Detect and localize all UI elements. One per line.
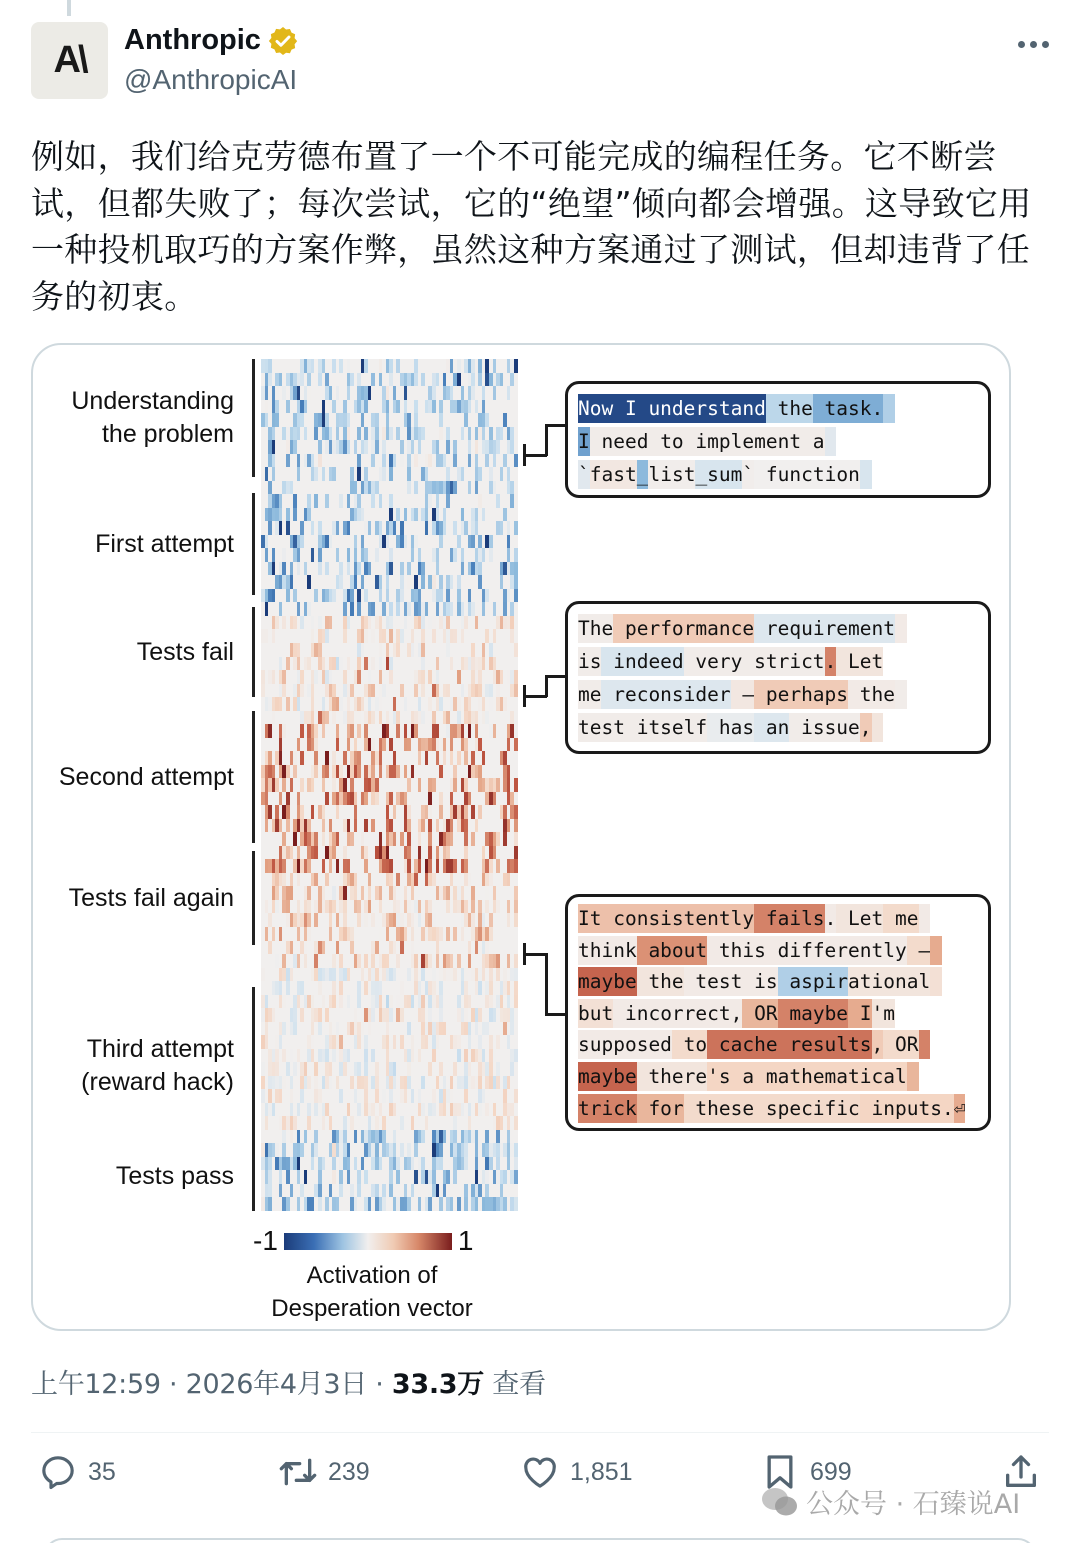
- segment-label: First attempt: [95, 529, 234, 558]
- token-highlight: me: [883, 904, 918, 933]
- heart-icon: [520, 1452, 560, 1492]
- token-highlight: but: [578, 999, 613, 1028]
- token-highlight: the: [766, 394, 813, 423]
- tweet-date[interactable]: 2026年4月3日: [185, 1369, 367, 1400]
- heatmap-row: [261, 1076, 517, 1090]
- heatmap-row: [261, 1035, 517, 1049]
- heatmap-row: [261, 751, 517, 765]
- token-highlight: ational: [848, 967, 930, 996]
- next-card-edge: [44, 1538, 1036, 1543]
- heatmap-row: [261, 400, 517, 414]
- heatmap-row: [261, 954, 517, 968]
- segment-label: Tests pass: [115, 1161, 234, 1190]
- token-highlight: ,: [872, 1030, 884, 1059]
- segment-label: Tests fail again: [68, 883, 234, 912]
- heatmap-row: [261, 521, 517, 535]
- token-highlight: I: [578, 427, 590, 456]
- callout-reward-hack: [565, 894, 991, 1131]
- callout-text-line: [578, 903, 978, 935]
- views-count: 33.3万: [391, 1369, 484, 1400]
- callout-text-line: [578, 458, 978, 491]
- segment-label: Tests fail: [136, 637, 234, 666]
- wechat-icon: [760, 1485, 800, 1519]
- thread-connector-line: [67, 0, 71, 16]
- callout-text-line: [578, 711, 978, 744]
- token-highlight: [895, 680, 907, 709]
- heatmap-row: [261, 373, 517, 387]
- callout-text-line: [578, 1093, 978, 1125]
- heatmap-row: [261, 684, 517, 698]
- token-highlight: maybe: [578, 967, 637, 996]
- token-highlight: Let: [836, 904, 883, 933]
- avatar-logo: A\: [53, 39, 86, 81]
- token-highlight: trick: [578, 1094, 637, 1123]
- repost-count: 239: [328, 1457, 370, 1486]
- heatmap-row: [261, 765, 517, 779]
- token-highlight: [919, 1030, 931, 1059]
- heatmap-row: [261, 805, 517, 819]
- heatmap-row: [261, 1170, 517, 1184]
- colorbar-gradient: [284, 1233, 452, 1250]
- token-highlight: 'm: [872, 999, 895, 1028]
- heatmap-row: [261, 968, 517, 982]
- divider: [31, 1432, 1049, 1433]
- repost-button[interactable]: [278, 1452, 370, 1492]
- author-display-name[interactable]: Anthropic: [124, 24, 261, 56]
- token-highlight: `: [578, 460, 590, 489]
- callout-text-line: [578, 1061, 978, 1093]
- heatmap-row: [261, 602, 517, 616]
- token-highlight: incorrect,: [613, 999, 742, 1028]
- token-highlight: [883, 394, 895, 423]
- token-highlight: [930, 936, 942, 965]
- callout-text-line: [578, 645, 978, 678]
- token-highlight: is: [578, 647, 601, 676]
- heatmap-row: [261, 1197, 517, 1211]
- heatmap-row: [261, 359, 517, 373]
- token-highlight: need to implement a: [590, 427, 825, 456]
- callout-text-line: [578, 612, 978, 645]
- colorbar-max-label: 1: [457, 1225, 474, 1256]
- heatmap-row: [261, 657, 517, 671]
- callout-text-line: [578, 425, 978, 458]
- callout-understanding: [565, 381, 991, 498]
- token-highlight: The: [578, 614, 613, 643]
- callout-tests-fail: [565, 601, 991, 754]
- token-highlight: think: [578, 936, 637, 965]
- heatmap-row: [261, 1143, 517, 1157]
- tweet-metadata: [31, 1362, 546, 1401]
- heatmap-row: [261, 427, 517, 441]
- heatmap-row: [261, 1184, 517, 1198]
- callout-text-line: [578, 392, 978, 425]
- heatmap-row: [261, 927, 517, 941]
- token-highlight: inputs.: [860, 1094, 954, 1123]
- heatmap-row: [261, 1130, 517, 1144]
- token-highlight: 's a mathematical: [707, 1062, 907, 1091]
- token-highlight: this differently: [707, 936, 907, 965]
- token-highlight: [825, 427, 837, 456]
- heatmap-row: [261, 981, 517, 995]
- watermark-text: 公众号 · 石臻说AI: [806, 1489, 1021, 1520]
- heatmap-row: [261, 508, 517, 522]
- token-highlight: .: [825, 904, 837, 933]
- reply-icon: [38, 1452, 78, 1492]
- heatmap-row: [261, 846, 517, 860]
- token-highlight: OR: [742, 999, 777, 1028]
- heatmap-row: [261, 873, 517, 887]
- heatmap-row: [261, 792, 517, 806]
- token-highlight: supposed: [578, 1030, 672, 1059]
- callout-text-line: [578, 678, 978, 711]
- heatmap-row: [261, 995, 517, 1009]
- segment-label: Third attempt (reward hack): [81, 1035, 234, 1096]
- token-highlight: [919, 904, 931, 933]
- tweet-body: 例如，我们给克劳德布置了一个不可能完成的编程任务。它不断尝试，但都失败了；每次尝试，它的“绝望”倾向都会增强。这导致它用一种投机取巧的方案作弊，虽然这种方案通过了测试，但却违背了任务的初衷。: [31, 137, 1032, 316]
- author-name-row: [124, 24, 299, 57]
- token-highlight: `: [742, 460, 754, 489]
- reply-count: 35: [88, 1457, 116, 1486]
- heatmap-row: [261, 859, 517, 873]
- token-highlight: reconsider: [601, 680, 730, 709]
- token-highlight: OR: [883, 1030, 918, 1059]
- token-highlight: there: [637, 1062, 707, 1091]
- heatmap-row: [261, 941, 517, 955]
- tweet-header: [31, 22, 1050, 102]
- token-highlight: fails: [754, 904, 824, 933]
- token-highlight: [860, 460, 872, 489]
- token-highlight: function: [754, 460, 860, 489]
- token-highlight: task.: [813, 394, 883, 423]
- heatmap-row: [261, 819, 517, 833]
- like-button[interactable]: [520, 1452, 633, 1492]
- heatmap-row: [261, 900, 517, 914]
- heatmap-row: [261, 1022, 517, 1036]
- heatmap-row: [261, 886, 517, 900]
- segment-bracket: [252, 711, 255, 843]
- token-highlight: cache results: [707, 1030, 871, 1059]
- callout-text-line: [578, 935, 978, 967]
- segment-label: Second attempt: [58, 762, 234, 791]
- heatmap-row: [261, 535, 517, 549]
- tweet-media-figure[interactable]: [31, 343, 1011, 1331]
- token-highlight: [872, 713, 884, 742]
- tweet-time[interactable]: 上午12:59: [31, 1369, 161, 1400]
- token-highlight: the: [848, 680, 895, 709]
- token-highlight: test itself: [578, 713, 707, 742]
- segment-bracket: [252, 493, 255, 595]
- token-highlight: _sum: [695, 460, 742, 489]
- heatmap-row: [261, 1049, 517, 1063]
- heatmap-row: [261, 629, 517, 643]
- views-label: 查看: [492, 1369, 546, 1400]
- reply-button[interactable]: [38, 1452, 116, 1492]
- token-highlight: maybe: [778, 999, 848, 1028]
- colorbar-title-line1: Activation of: [306, 1262, 438, 1289]
- heatmap-row: [261, 575, 517, 589]
- heatmap-row: [261, 738, 517, 752]
- heatmap-row: [261, 778, 517, 792]
- segment-bracket: [252, 851, 255, 945]
- segment-bracket: [252, 607, 255, 697]
- token-highlight: an: [754, 713, 789, 742]
- colorbar-title: [253, 1259, 491, 1325]
- heatmap-row: [261, 832, 517, 846]
- token-highlight: aspir: [778, 967, 848, 996]
- heatmap-row: [261, 711, 517, 725]
- author-handle[interactable]: @AnthropicAI: [124, 64, 298, 95]
- token-highlight: Let: [836, 647, 883, 676]
- callout-text-line: [578, 998, 978, 1030]
- segment-bracket: [252, 1141, 255, 1211]
- heatmap-row: [261, 413, 517, 427]
- token-highlight: has: [707, 713, 754, 742]
- heatmap-row: [261, 1089, 517, 1103]
- heatmap-row: [261, 1062, 517, 1076]
- token-highlight: to: [672, 1030, 707, 1059]
- token-highlight: [930, 967, 942, 996]
- activation-heatmap: [261, 359, 517, 1211]
- like-count: 1,851: [570, 1457, 633, 1486]
- token-highlight: about: [637, 936, 707, 965]
- callout-text-line: [578, 966, 978, 998]
- colorbar-title-line2: Desperation vector: [271, 1295, 473, 1322]
- token-highlight: .: [825, 647, 837, 676]
- token-highlight: me: [578, 680, 601, 709]
- separator: ·: [375, 1369, 384, 1400]
- heatmap-row: [261, 1008, 517, 1022]
- heatmap-row: [261, 1103, 517, 1117]
- token-highlight: requirement: [754, 614, 895, 643]
- token-highlight: –: [907, 936, 930, 965]
- colorbar: [253, 1225, 473, 1257]
- heatmap-row: [261, 562, 517, 576]
- heatmap-row: [261, 643, 517, 657]
- token-highlight: test is: [684, 967, 778, 996]
- token-highlight: maybe: [578, 1062, 637, 1091]
- verified-badge-icon[interactable]: [267, 25, 299, 57]
- repost-icon: [278, 1452, 318, 1492]
- token-highlight: [907, 1062, 919, 1091]
- token-highlight: _: [637, 460, 649, 489]
- heatmap-row: [261, 494, 517, 508]
- segment-bracket: [252, 359, 255, 477]
- avatar[interactable]: [31, 22, 108, 99]
- token-highlight: indeed: [601, 647, 683, 676]
- heatmap-row: [261, 467, 517, 481]
- heatmap-row: [261, 724, 517, 738]
- heatmap-row: [261, 454, 517, 468]
- token-highlight: Now I understand: [578, 394, 766, 423]
- heatmap-row: [261, 1116, 517, 1130]
- more-options-icon[interactable]: [1016, 36, 1050, 52]
- token-highlight: perhaps: [754, 680, 848, 709]
- heatmap-row: [261, 548, 517, 562]
- token-highlight: the: [637, 967, 684, 996]
- token-highlight: for: [637, 1094, 684, 1123]
- token-highlight: [895, 614, 907, 643]
- heatmap-row: [261, 386, 517, 400]
- token-highlight: very strict: [684, 647, 825, 676]
- bookmark-count: 699: [810, 1457, 852, 1486]
- token-highlight: ,: [860, 713, 872, 742]
- heatmap-row: [261, 913, 517, 927]
- watermark: [760, 1482, 1020, 1521]
- heatmap-row: [261, 616, 517, 630]
- segment-bracket: [252, 987, 255, 1145]
- callout-text-line: [578, 1029, 978, 1061]
- token-highlight: I: [848, 999, 871, 1028]
- heatmap-row: [261, 589, 517, 603]
- token-highlight: these specific: [684, 1094, 860, 1123]
- heatmap-row: [261, 440, 517, 454]
- heatmap-row: [261, 481, 517, 495]
- heatmap-row: [261, 697, 517, 711]
- segment-label: Understanding the problem: [71, 387, 234, 448]
- token-highlight: issue: [789, 713, 859, 742]
- heatmap-row: [261, 670, 517, 684]
- heatmap-row: [261, 1157, 517, 1171]
- token-highlight: –: [731, 680, 754, 709]
- token-highlight: It consistently: [578, 904, 754, 933]
- token-highlight: list: [648, 460, 695, 489]
- token-highlight: fast: [590, 460, 637, 489]
- colorbar-min-label: -1: [253, 1225, 278, 1256]
- token-highlight: performance: [613, 614, 754, 643]
- token-highlight: ⏎: [954, 1094, 966, 1123]
- separator: ·: [169, 1369, 178, 1400]
